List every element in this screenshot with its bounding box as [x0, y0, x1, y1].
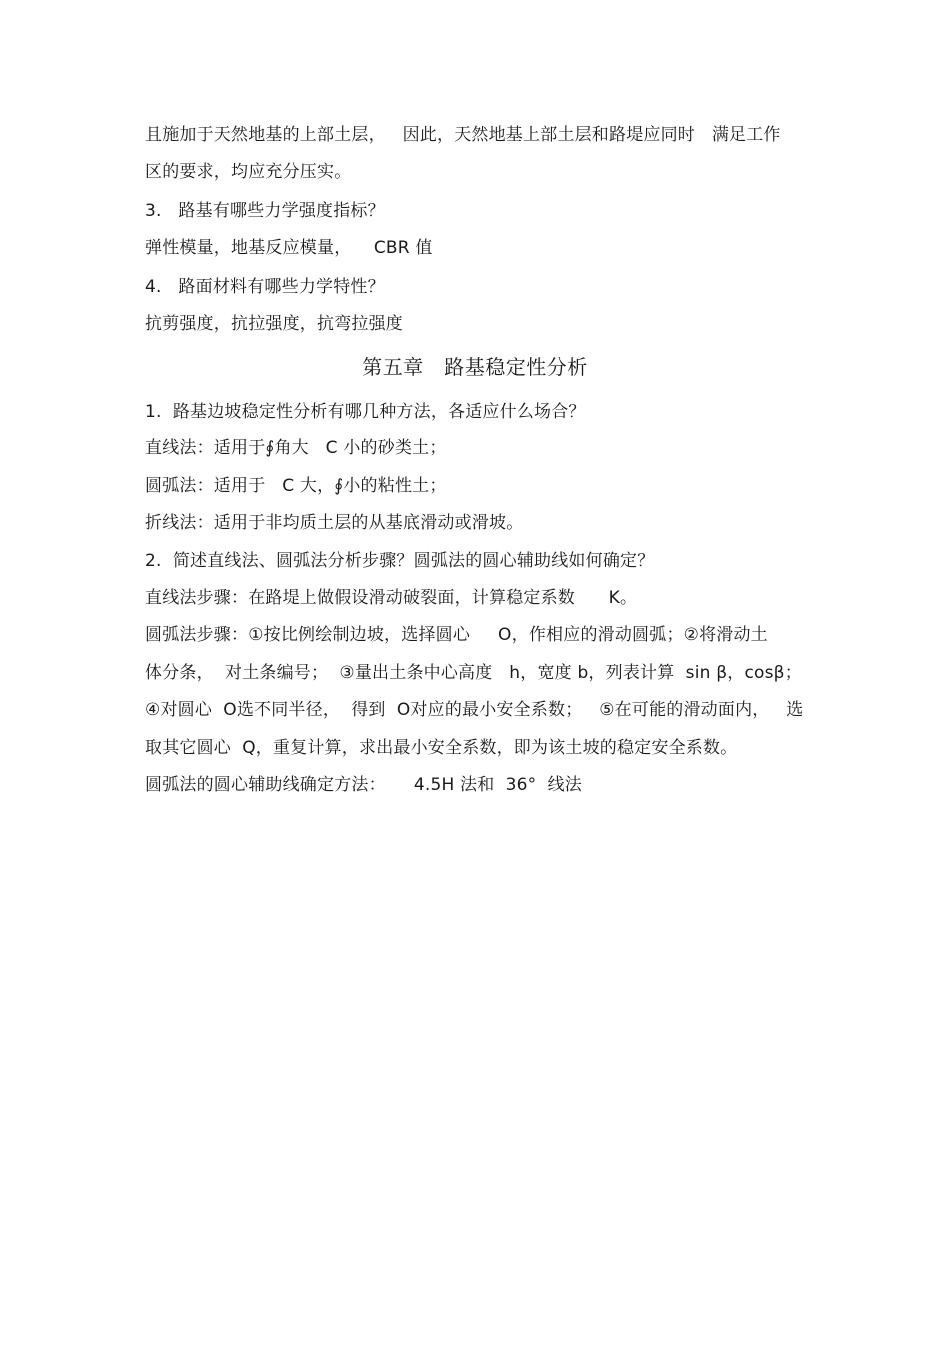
- question-2: 2. 简述直线法、圆弧法分析步骤？圆弧法的圆心辅助线如何确定？: [145, 551, 655, 571]
- answer-2-arc-steps-line-4: 取其它圆心 Q，重复计算，求出最小安全系数，即为该土坡的稳定安全系数。: [145, 738, 738, 758]
- answer-1-broken-line: 折线法：适用于非均质土层的从基底滑动或滑坡。: [145, 513, 524, 533]
- answer-1-straight-line: 直线法：适用于∮角大 C 小的砂类土；: [145, 438, 447, 458]
- answer-2-arc-steps-line-3: ④对圆心 O选不同半径， 得到 O对应的最小安全系数； ⑤在可能的滑动面内， 选: [145, 700, 804, 720]
- answer-3: 弹性模量，地基反应模量， CBR 值: [145, 238, 433, 258]
- answer-2-auxiliary-line-method: 圆弧法的圆心辅助线确定方法： 4.5H 法和 36° 线法: [145, 775, 582, 795]
- paragraph-line-1: 且施加于天然地基的上部土层， 因此，天然地基上部土层和路堤应同时 满足工作: [145, 125, 781, 145]
- answer-2-straight-line-steps: 直线法步骤：在路堤上做假设滑动破裂面，计算稳定系数 K。: [145, 588, 638, 608]
- answer-4: 抗剪强度，抗拉强度，抗弯拉强度: [145, 314, 403, 334]
- answer-2-arc-steps-line-1: 圆弧法步骤：①按比例绘制边坡，选择圆心 O，作相应的滑动圆弧；②将滑动土: [145, 625, 768, 645]
- question-1: 1. 路基边坡稳定性分析有哪几种方法，各适应什么场合？: [145, 402, 586, 422]
- question-3: 3. 路基有哪些力学强度指标？: [145, 201, 385, 221]
- paragraph-line-2: 区的要求，均应充分压实。: [145, 162, 352, 182]
- answer-2-arc-steps-line-2: 体分条， 对土条编号； ③量出土条中心高度 h，宽度 b，列表计算 sin β，cosβ；: [145, 663, 802, 683]
- chapter-title: 第五章 路基稳定性分析: [362, 355, 588, 379]
- question-4: 4. 路面材料有哪些力学特性？: [145, 277, 385, 297]
- answer-1-arc: 圆弧法：适用于 C 大，∮小的粘性土；: [145, 476, 447, 496]
